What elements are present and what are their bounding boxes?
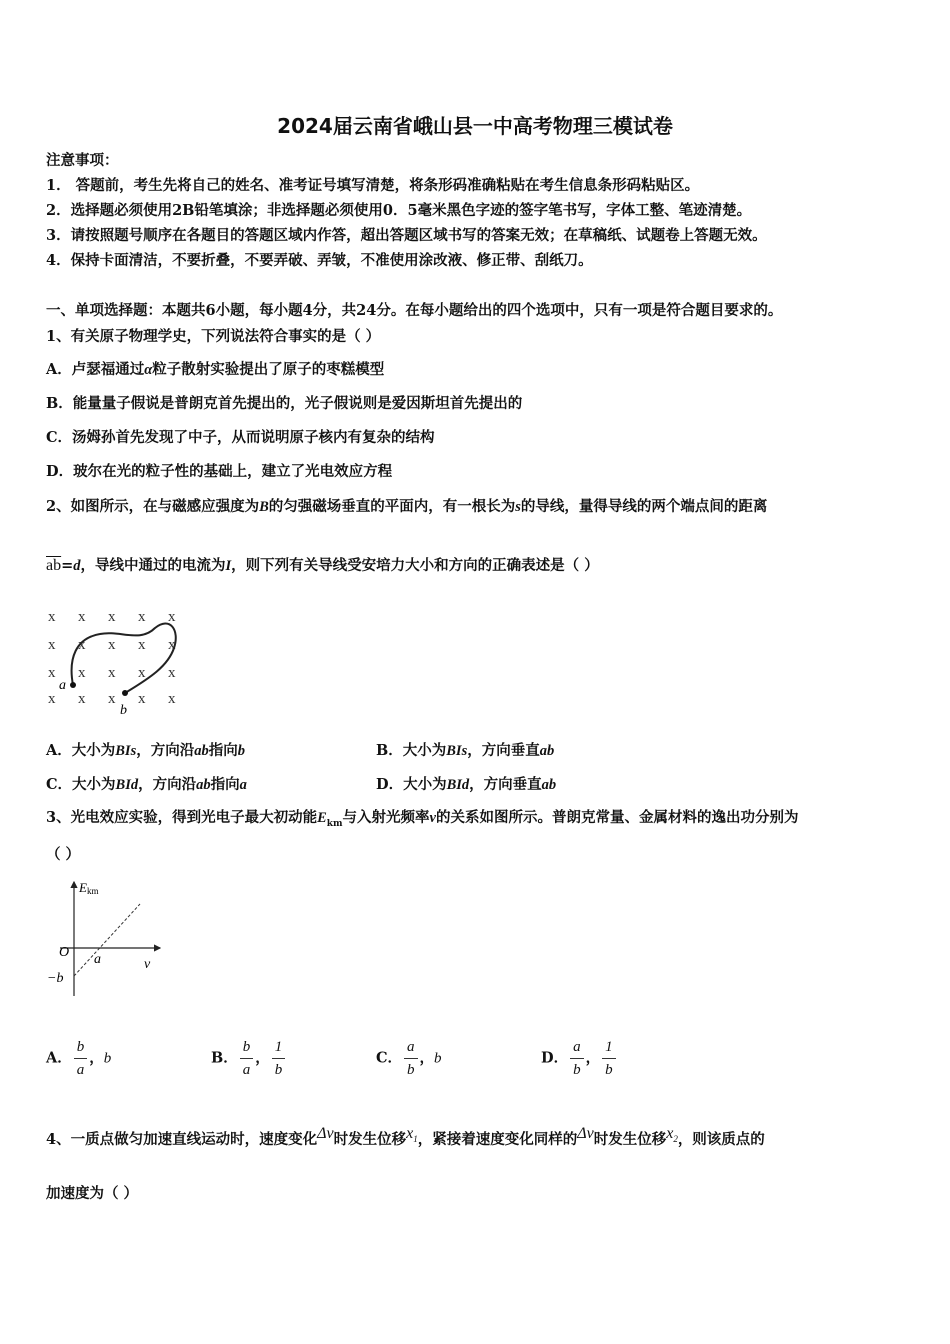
point-a xyxy=(70,682,76,688)
q1-stem: 1、有关原子物理学史，下列说法符合事实的是（ ） xyxy=(46,328,381,345)
page-title: 2024届云南省峨山县一中高考物理三模试卷 xyxy=(277,114,673,138)
field-cross-mark: x xyxy=(108,691,116,707)
field-cross-mark: x xyxy=(138,691,146,707)
field-cross-mark: x xyxy=(78,691,86,707)
q1-option-a[interactable]: A．卢瑟福通过α粒子散射实验提出了原子的枣糕模型 xyxy=(46,361,385,378)
q2-option-d[interactable]: D．大小为BId，方向垂直ab xyxy=(376,776,557,793)
ab-segment: $\overline{ab}$ xyxy=(46,557,62,574)
field-cross-mark: x xyxy=(108,665,116,681)
x-axis-label: ν xyxy=(144,957,151,972)
q2-option-c[interactable]: C．大小为BId，方向沿ab指向a xyxy=(46,776,247,793)
origin-label: O xyxy=(59,945,70,960)
q2-option-b[interactable]: B．大小为BIs，方向垂直ab xyxy=(376,742,555,759)
field-cross-mark: x xyxy=(78,637,86,653)
field-cross-mark: x xyxy=(48,691,56,707)
field-cross-mark: x xyxy=(108,609,116,625)
y-intercept-label: −b xyxy=(47,971,64,986)
q3-option-d[interactable]: D． $\frac{a}{b}$ ， $\frac{1}{b}$ xyxy=(541,1038,618,1079)
label-b: b xyxy=(120,703,127,718)
field-cross-mark: x xyxy=(138,609,146,625)
notice-item-1: 1． 答题前，考生先将自己的姓名、准考证号填写清楚，将条形码准确粘贴在考生信息条形码粘贴区。 xyxy=(46,177,700,194)
q1-option-b[interactable]: B．能量量子假说是普朗克首先提出的，光子假说则是爱因斯坦首先提出的 xyxy=(46,395,523,412)
q1-option-d[interactable]: D．玻尔在光的粒子性的基础上，建立了光电效应方程 xyxy=(46,463,393,480)
q3-option-a[interactable]: A． $\frac{b}{a}$ ，b xyxy=(46,1039,112,1078)
field-cross-mark: x xyxy=(138,637,146,653)
q2-stem-line2: $\overline{ab}=d$，导线中通过的电流为I，则下列有关导线受安培力大小和方向的正确表述是（ ） xyxy=(46,557,599,574)
q1-option-c[interactable]: C．汤姆孙首先发现了中子，从而说明原子核内有复杂的结构 xyxy=(46,429,435,446)
notice-item-3: 3．请按照题号顺序在各题目的答题区域内作答，超出答题区域书写的答案无效；在草稿纸、试题卷上答题无效。 xyxy=(46,227,767,244)
field-cross-mark: x xyxy=(78,665,86,681)
point-b xyxy=(122,690,128,696)
q3-option-b[interactable]: B． $\frac{b}{a}$ ， $\frac{1}{b}$ xyxy=(211,1038,287,1079)
q2-option-a[interactable]: A．大小为BIs，方向沿ab指向b xyxy=(46,742,245,759)
label-a: a xyxy=(59,678,66,693)
ekm-line xyxy=(74,904,140,976)
wire-curve xyxy=(72,624,176,693)
q4-stem-line2: 加速度为（ ） xyxy=(46,1185,139,1202)
field-cross-mark: x xyxy=(78,609,86,625)
notice-item-2: 2．选择题必须使用2B铅笔填涂；非选择题必须使用0．5毫米黑色字迹的签字笔书写，字体工整、笔迹清楚。 xyxy=(46,202,752,219)
x-intercept-label: a xyxy=(94,952,101,967)
q3-option-c[interactable]: C． $\frac{a}{b}$ ，b xyxy=(376,1039,442,1078)
section-heading: 一、单项选择题：本题共6小题，每小题4分，共24分。在每小题给出的四个选项中，只有一项是符合题目要求的。 xyxy=(46,302,783,319)
field-cross-mark: x xyxy=(168,691,176,707)
q3-ekm-frequency-graph xyxy=(40,872,170,1002)
field-cross-mark: x xyxy=(168,609,176,625)
notice-heading: 注意事项： xyxy=(46,152,119,169)
field-cross-mark: x xyxy=(138,665,146,681)
y-axis-label: Ekm xyxy=(79,880,99,896)
field-cross-mark: x xyxy=(48,637,56,653)
q2-stem-line1: 2、如图所示，在与磁感应强度为B的匀强磁场垂直的平面内，有一根长为s的导线，量得导线的两个端点间的距离 xyxy=(46,498,768,515)
q3-stem-line1: 3、光电效应实验，得到光电子最大初动能$E_{km}$与入射光频率ν的关系如图所示。普朗克常量、金属材料的逸出功分别为 xyxy=(46,809,799,829)
q4-stem-line1: 4、一质点做匀加速直线运动时，速度变化Δv时发生位移$x_1$，紧接着速度变化同样的Δv时发生位移$x_2$，则该质点的 xyxy=(46,1125,765,1148)
field-cross-mark: x xyxy=(108,637,116,653)
q2-magnetic-field-figure xyxy=(40,598,190,720)
notice-item-4: 4．保持卡面清洁，不要折叠，不要弄破、弄皱，不准使用涂改液、修正带、刮纸刀。 xyxy=(46,252,593,269)
field-cross-mark: x xyxy=(48,609,56,625)
field-cross-mark: x xyxy=(168,637,176,653)
q3-stem-line2: （ ） xyxy=(46,846,81,863)
field-cross-mark: x xyxy=(48,665,56,681)
field-cross-mark: x xyxy=(168,665,176,681)
